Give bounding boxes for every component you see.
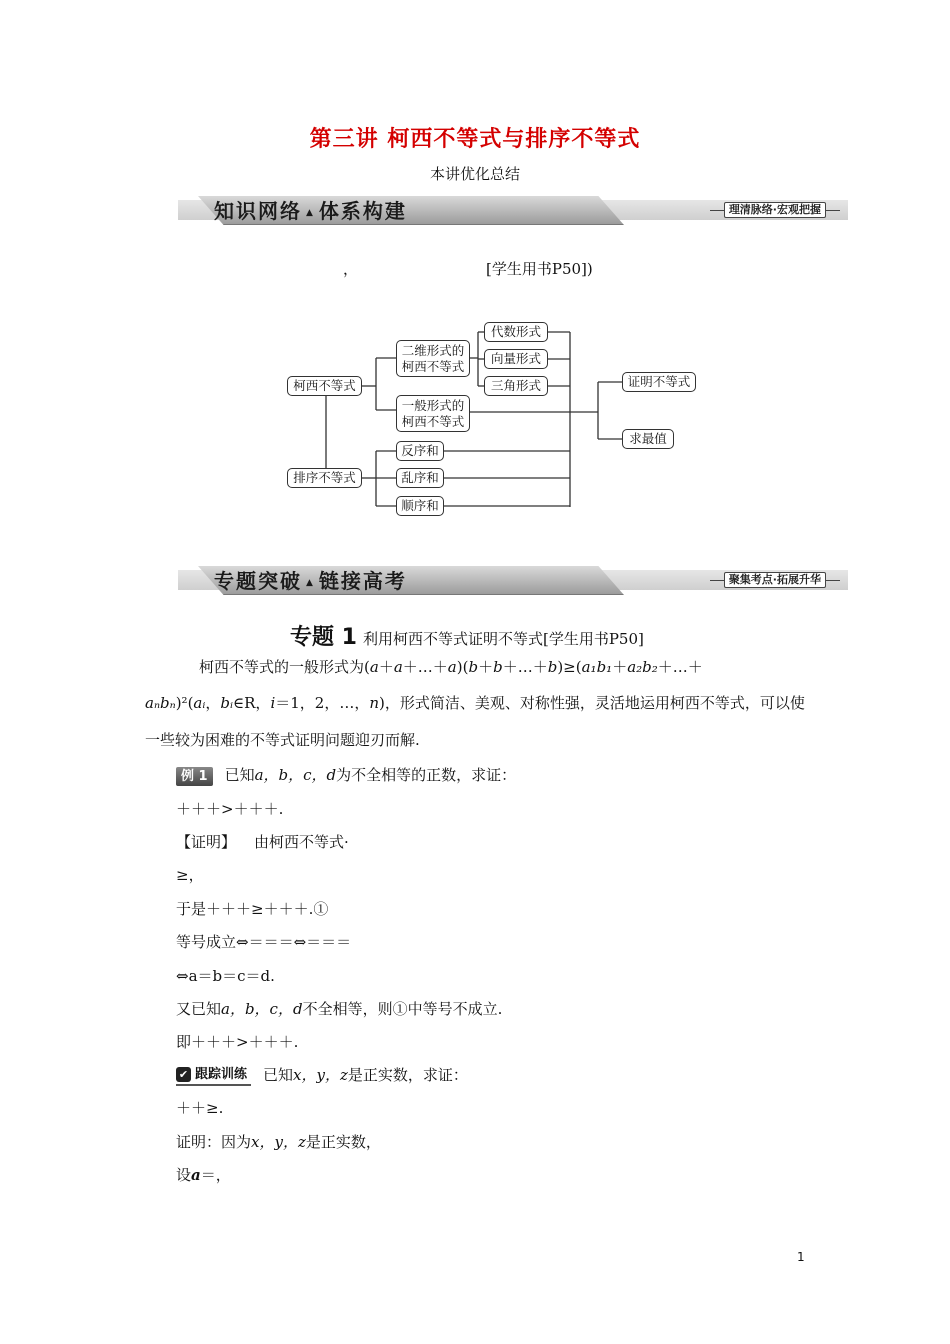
text: 柯西不等式的一般形式为(	[199, 658, 370, 676]
node-trig-form: 三角形式	[484, 376, 548, 396]
topic-title: 利用柯西不等式证明不等式[学生用书P50]	[362, 630, 644, 648]
formula-line	[176, 1131, 381, 1153]
node-general-cauchy	[396, 395, 470, 432]
text: 已知	[224, 766, 255, 784]
node-algebraic-form: 代数形式	[484, 322, 548, 342]
math: b	[493, 658, 503, 676]
tag-line-icon	[710, 580, 724, 581]
formula-line: ⇔a＝b＝c＝d.	[176, 967, 275, 985]
math: a，b，c，d	[254, 766, 337, 784]
node-rearrangement: 排序不等式	[287, 468, 362, 488]
topic-heading	[290, 620, 644, 651]
node-general-line1: 一般形式的	[401, 398, 465, 413]
check-icon: ✔	[176, 1067, 191, 1082]
banner-title-a: 知识网络	[214, 199, 302, 223]
banner-tag-label: 聚集考点·拓展升华	[724, 572, 826, 588]
formula-line: ＋＋≥.	[176, 1099, 224, 1117]
text: 已知	[263, 1066, 294, 1084]
math: n	[369, 694, 380, 712]
diagram-connectors	[0, 0, 950, 560]
triangle-icon: ▲	[306, 577, 315, 588]
page-number: 1	[797, 1250, 805, 1264]
proof-label: 【证明】	[176, 833, 237, 851]
text: 设	[176, 1166, 192, 1184]
page-title: 第三讲 柯西不等式与排序不等式	[309, 127, 641, 152]
text: ＋	[378, 658, 394, 676]
math: a	[369, 658, 379, 676]
banner-title-b: 体系构建	[318, 199, 407, 223]
text: ＋	[478, 658, 494, 676]
stray-comma: ，	[343, 260, 359, 278]
paragraph-line-1	[199, 656, 703, 678]
practice-badge	[176, 1066, 251, 1086]
node-two-dim-line1: 二维形式的	[401, 343, 465, 358]
example-1	[176, 764, 516, 786]
triangle-icon: ▲	[306, 207, 315, 218]
math: a₂b₂	[627, 658, 658, 676]
text: 又已知	[176, 1000, 222, 1018]
text: ＋…＋	[402, 658, 448, 676]
page-subtitle: 本讲优化总结	[429, 165, 520, 183]
paragraph-line-3: 一些较为困难的不等式证明问题迎刃而解.	[145, 731, 420, 749]
banner-tag-label: 理清脉络·宏观把握	[724, 202, 826, 218]
node-cauchy: 柯西不等式	[287, 376, 362, 396]
node-vector-form: 向量形式	[484, 349, 548, 369]
math: aₙbₙ	[145, 694, 176, 712]
banner-title-a: 专题突破	[214, 569, 302, 593]
node-ordered-sum: 顺序和	[396, 496, 444, 516]
node-reverse-sum: 反序和	[396, 441, 444, 461]
text: ＋…＋	[502, 658, 548, 676]
math: x，y，z	[251, 1133, 306, 1151]
text: )(	[456, 658, 469, 676]
math: b	[468, 658, 479, 676]
node-prove-inequality: 证明不等式	[622, 372, 696, 392]
text: 是正实数，求证：	[347, 1066, 468, 1084]
paragraph-line-2	[145, 692, 805, 714]
math: aᵢ	[193, 694, 206, 712]
node-random-sum: 乱序和	[396, 468, 444, 488]
proof-line	[176, 831, 349, 853]
text: 证明：因为	[176, 1133, 252, 1151]
node-two-dim-line2: 柯西不等式	[401, 359, 465, 374]
example-badge: 例 1	[176, 767, 213, 786]
formula-line	[176, 1164, 231, 1186]
formula-line: 等号成立⇔＝＝＝⇔＝＝＝	[176, 933, 352, 951]
topic-label: 专题 1	[290, 625, 357, 650]
math: a	[447, 658, 457, 676]
section-banner-topic-breakthrough	[178, 566, 848, 596]
tag-line-icon	[826, 580, 840, 581]
text: )≥(	[557, 658, 582, 676]
formula-line: ≥，	[176, 866, 204, 884]
node-two-dim-cauchy	[396, 340, 470, 377]
text: ，	[205, 694, 221, 712]
node-find-extremum: 求最值	[622, 429, 674, 449]
text: 是正实数，	[305, 1133, 381, 1151]
text: 为不全相等的正数，求证：	[336, 766, 517, 784]
text: ＝，	[200, 1166, 231, 1184]
practice-exercise	[176, 1064, 468, 1086]
banner-tag	[710, 572, 840, 588]
text: )²(	[175, 694, 194, 712]
text: )，形式简洁、美观、对称性强，灵活地运用柯西不等式，可以使	[379, 694, 805, 712]
formula-line: ＋＋＋>＋＋＋.	[176, 800, 284, 818]
text: ＋	[612, 658, 628, 676]
text: ＋…＋	[657, 658, 703, 676]
math: b	[547, 658, 558, 676]
banner-title	[214, 568, 407, 594]
math: a，b，c，d	[221, 1000, 303, 1018]
formula-line: 即＋＋＋>＋＋＋.	[176, 1033, 299, 1051]
math: a	[393, 658, 403, 676]
math: bᵢ	[220, 694, 234, 712]
math: i	[270, 694, 276, 712]
banner-title-b: 链接高考	[318, 569, 407, 593]
knowledge-diagram	[0, 0, 950, 560]
text: ∈R，	[233, 694, 271, 712]
practice-badge-label: 跟踪训练	[195, 1067, 248, 1082]
math: a₁b₁	[581, 658, 613, 676]
text: 不全相等，则①中等号不成立.	[302, 1000, 503, 1018]
reference-student-book: [学生用书P50])	[486, 260, 593, 278]
text: ＝1，2，…，	[275, 694, 370, 712]
math: a	[191, 1166, 201, 1184]
formula-line	[176, 998, 502, 1020]
node-general-line2: 柯西不等式	[401, 414, 465, 429]
math: x，y，z	[293, 1066, 348, 1084]
text: 由柯西不等式·	[254, 833, 349, 851]
formula-line: 于是＋＋＋≥＋＋＋.①	[176, 900, 329, 918]
